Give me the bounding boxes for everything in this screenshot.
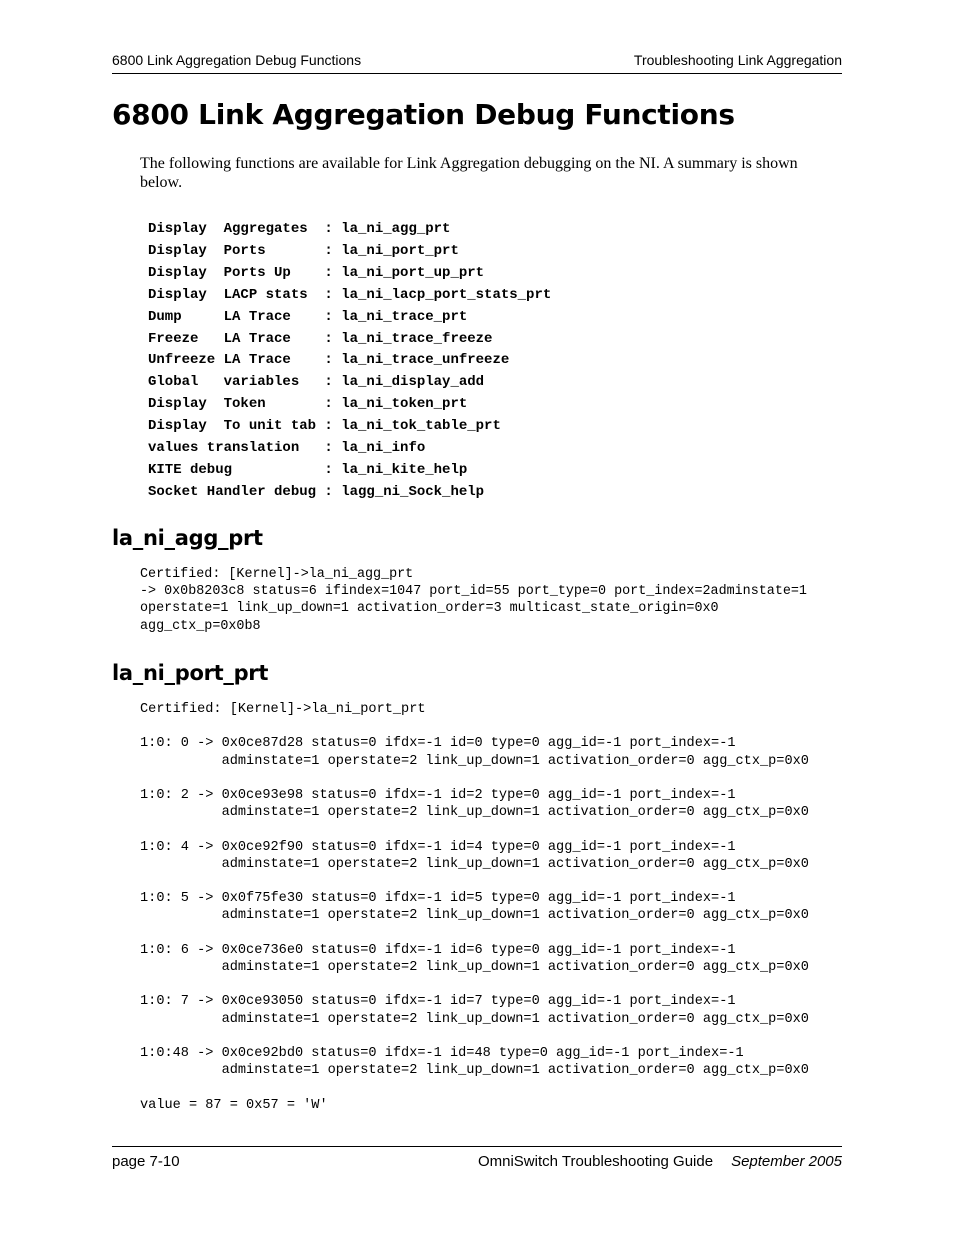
page-header — [112, 48, 842, 74]
code-la-ni-port-prt: Certified: [Kernel]->la_ni_port_prt 1:0: 0 -> 0x0ce87d28 status=0 ifdx=-1 id=0 type=0 agg_id=-1 port_index=-1 adminstate=1 operstate=2 link_up_down=1 activation_order=0 agg_ctx_p=0x0 1:0: 2 -> 0x0ce93e98 status=0 ifdx=-1 id=2 type=0 agg_id=-1 port_index=-1 adminstate=1 operstate=2 link_up_down=1 activation_order=0 agg_ctx_p=0x0 1:0: 4 -> 0x0ce92f90 status=0 ifdx=-1 id=4 type=0 agg_id=-1 port_index=-1 adminstate=1 operstate=2 link_up_down=1 activation_order=0 agg_ctx_p=0x0 1:0: 5 -> 0x0f75fe30 status=0 ifdx=-1 id=5 type=0 agg_id=-1 port_index=-1 adminstate=1 operstate=2 link_up_down=1 activation_order=0 agg_ctx_p=0x0 1:0: 6 -> 0x0ce736e0 status=0 ifdx=-1 id=6 type=0 agg_id=-1 port_index=-1 adminstate=1 operstate=2 link_up_down=1 activation_order=0 agg_ctx_p=0x0 1:0: 7 -> 0x0ce93050 status=0 ifdx=-1 id=7 type=0 agg_id=-1 port_index=-1 adminstate=1 operstate=2 link_up_down=1 activation_order=0 agg_ctx_p=0x0 1:0:48 -> 0x0ce92bd0 status=0 ifdx=-1 id=48 type=0 agg_id=-1 port_index=-1 adminstate=1 operstate=2 link_up_down=1 activation_order=0 agg_ctx_p=0x0 value = 87 = 0x57 = 'W' — [140, 702, 809, 1113]
footer-guide-info — [478, 1153, 842, 1170]
header-chapter-title: 6800 Link Aggregation Debug Functions — [112, 52, 362, 68]
page-title: 6800 Link Aggregation Debug Functions — [112, 98, 735, 131]
function-summary-list: Display Aggregates : la_ni_agg_prt Display Ports : la_ni_port_prt Display Ports Up : la_ni_port_up_prt Display LACP stats : la_ni_lacp_port_stats_prt Dump LA Trace : la_ni_trace_prt Freeze LA Trace : la_ni_trace_freeze Unfreeze LA Trace : la_ni_trace_unfreeze Global variables : la_ni_display_add Display Token : la_ni_token_prt Display To unit tab : la_ni_tok_table_prt values translation : la_ni_info KITE debug : la_ni_kite_help Socket Handler debug : lagg_ni_Sock_help — [148, 221, 552, 500]
heading-la-ni-port-prt: la_ni_port_prt — [112, 661, 269, 685]
intro-paragraph: The following functions are available for Link Aggregation debugging on the NI. A summary is shown below. — [140, 155, 798, 191]
code-la-ni-agg-prt: Certified: [Kernel]->la_ni_agg_prt -> 0x0b8203c8 status=6 ifindex=1047 port_id=55 port_type=0 port_index=2adminstate=1 operstate=1 link_up_down=1 activation_order=3 multicast_state_origin=0x0 agg_ctx_p=0x0b8 — [140, 567, 807, 634]
page-footer — [112, 1146, 842, 1175]
footer-page-number: page 7-10 — [112, 1153, 180, 1170]
heading-la-ni-agg-prt: la_ni_agg_prt — [112, 526, 263, 550]
header-section-title: Troubleshooting Link Aggregation — [633, 52, 842, 68]
footer-date: September 2005 — [731, 1153, 842, 1170]
footer-guide-title: OmniSwitch Troubleshooting Guide — [477, 1153, 714, 1170]
